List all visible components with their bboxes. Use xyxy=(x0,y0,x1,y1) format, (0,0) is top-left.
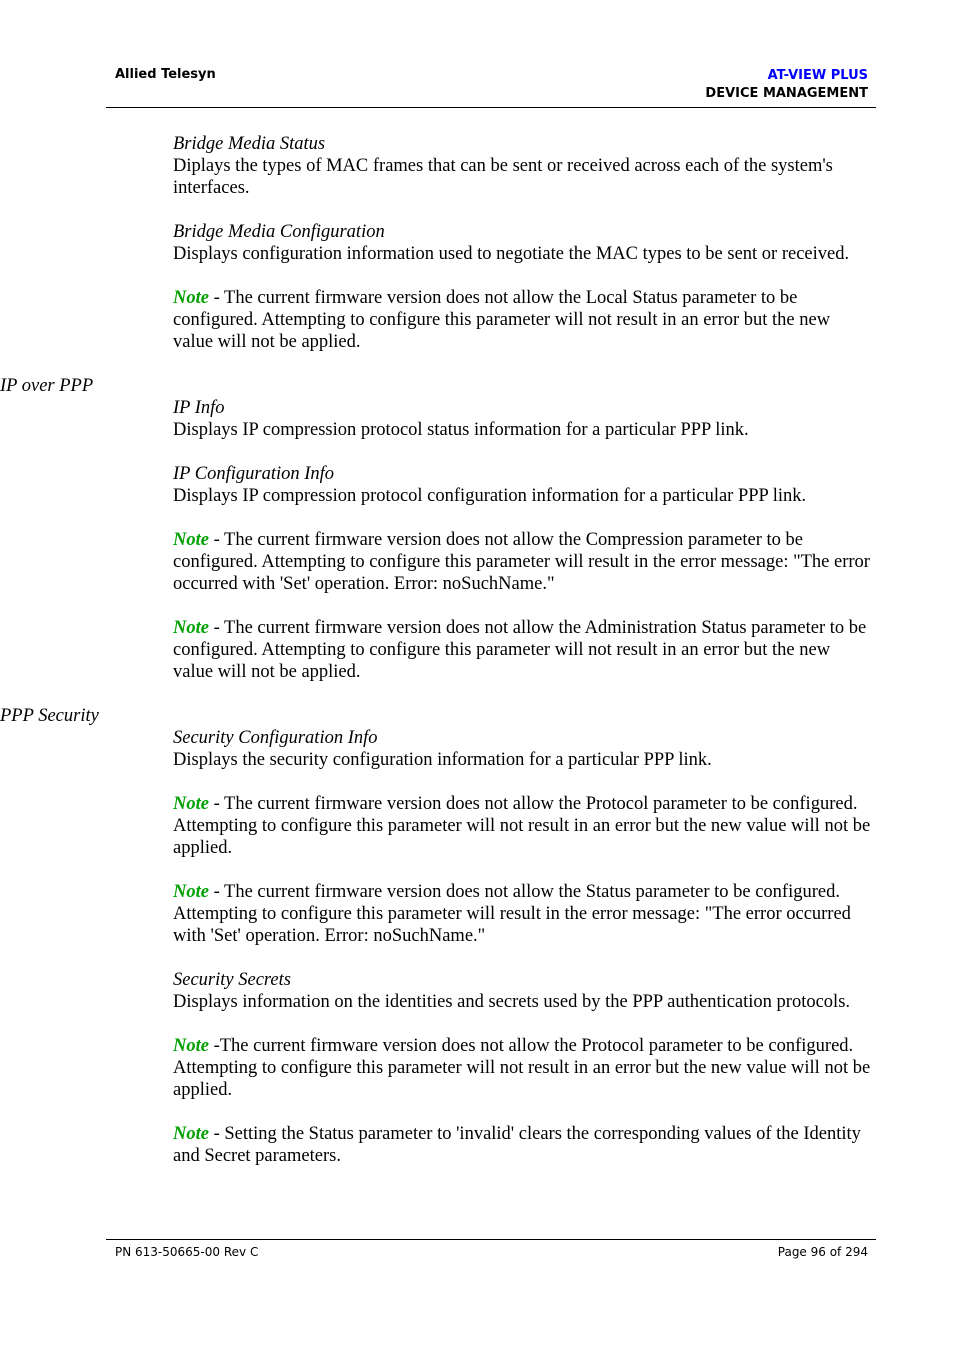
product-name: AT-VIEW PLUS xyxy=(767,68,868,83)
note-text: -The current firmware version does not allow the Protocol parameter to be configured. Attempting to configure this parameter will not result in an error but the new value will not be applied. xyxy=(173,1036,871,1100)
ip-info-text: Displays IP compression protocol status information for a particular PPP link. xyxy=(173,420,749,440)
security-secrets-block xyxy=(173,969,873,1013)
bridge-media-status-block xyxy=(173,133,873,199)
note-text: - The current firmware version does not allow the Status parameter to be configured. Attempting to configure this parameter will result in the error message: "The error occurred with 'Set' operation. Error: noSuchName." xyxy=(173,882,851,946)
note-label: Note xyxy=(173,882,209,902)
header-right xyxy=(705,67,868,103)
page-content xyxy=(0,133,954,1167)
security-config-info-block xyxy=(173,727,873,771)
note-text: - Setting the Status parameter to 'invalid' clears the corresponding values of the Identity and Secret parameters. xyxy=(173,1124,861,1166)
section-heading-ppp-security: PPP Security xyxy=(0,706,99,726)
note-label: Note xyxy=(173,1124,209,1144)
note-label: Note xyxy=(173,794,209,814)
ip-info-block xyxy=(173,397,873,441)
note-text: - The current firmware version does not allow the Local Status parameter to be configured. Attempting to configure this parameter will not result in an error but the new value will not be applied. xyxy=(173,288,831,352)
header-divider xyxy=(106,107,876,108)
note-label: Note xyxy=(173,1036,209,1056)
note-label: Note xyxy=(173,288,209,308)
note-compression xyxy=(173,529,873,595)
note-text: - The current firmware version does not allow the Administration Status parameter to be configured. Attempting to configure this parameter will not result in an error but the new value will not be applied. xyxy=(173,618,867,682)
bridge-media-status-text: Diplays the types of MAC frames that can be sent or received across each of the system's interfaces. xyxy=(173,156,833,198)
security-secrets-text: Displays information on the identities and secrets used by the PPP authentication protocols. xyxy=(173,992,851,1012)
note-status xyxy=(173,881,873,947)
bridge-media-config-title: Bridge Media Configuration xyxy=(173,222,385,242)
ip-config-info-title: IP Configuration Info xyxy=(173,464,335,484)
footer-divider xyxy=(106,1239,876,1240)
page-number: Page 96 of 294 xyxy=(777,1245,868,1259)
note-protocol xyxy=(173,793,873,859)
note-invalid-status xyxy=(173,1123,873,1167)
note-label: Note xyxy=(173,530,209,550)
ip-info-title: IP Info xyxy=(173,398,225,418)
ip-config-info-block xyxy=(173,463,873,507)
bridge-media-config-text: Displays configuration information used to negotiate the MAC types to be sent or received. xyxy=(173,244,850,264)
note-label: Note xyxy=(173,618,209,638)
note-protocol-secrets xyxy=(173,1035,873,1101)
note-admin-status xyxy=(173,617,873,683)
ip-config-info-text: Displays IP compression protocol configuration information for a particular PPP link. xyxy=(173,486,807,506)
note-local-status xyxy=(173,287,873,353)
security-secrets-title: Security Secrets xyxy=(173,970,291,990)
section-heading-ip-over-ppp: IP over PPP xyxy=(0,376,94,396)
bridge-media-status-title: Bridge Media Status xyxy=(173,134,326,154)
security-config-info-text: Displays the security configuration information for a particular PPP link. xyxy=(173,750,712,770)
note-text: - The current firmware version does not allow the Protocol parameter to be configured. Attempting to configure this parameter will not result in an error but the new value will not be applied. xyxy=(173,794,871,858)
header-section: DEVICE MANAGEMENT xyxy=(705,86,868,101)
company-name: Allied Telesyn xyxy=(115,67,216,82)
part-number: PN 613-50665-00 Rev C xyxy=(115,1245,259,1259)
security-config-info-title: Security Configuration Info xyxy=(173,728,378,748)
note-text: - The current firmware version does not allow the Compression parameter to be configured. Attempting to configure this parameter will result in the error message: "The error occurred with 'Set' operation. Error: noSuchName." xyxy=(173,530,870,594)
bridge-media-config-block xyxy=(173,221,873,265)
